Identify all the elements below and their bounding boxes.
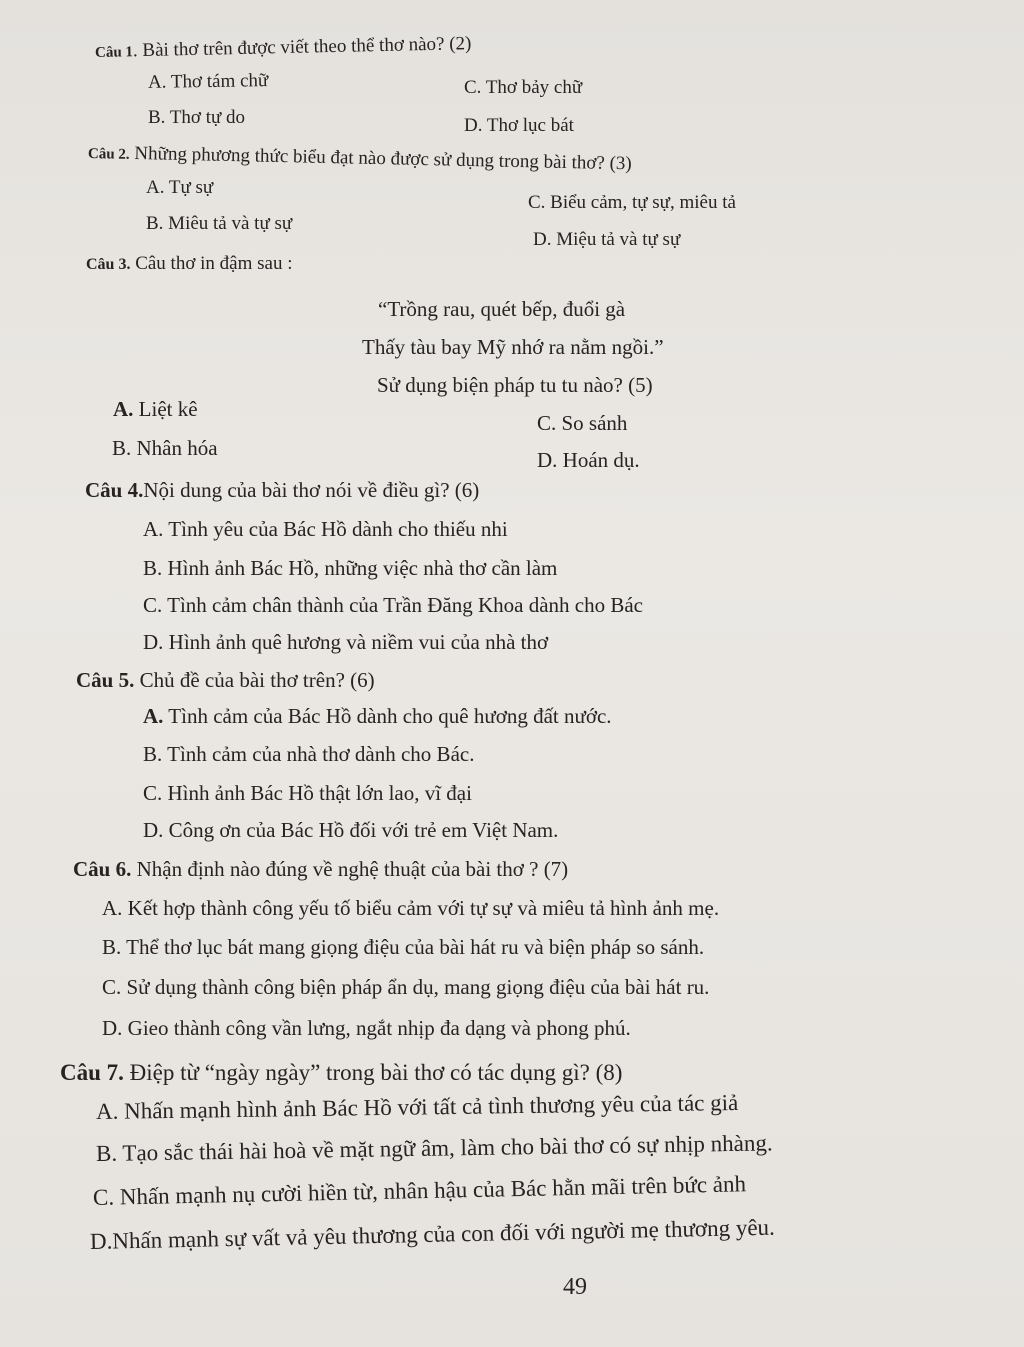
q5-option-b: B. Tình cảm của nhà thơ dành cho Bác. bbox=[143, 742, 475, 766]
q5-option-c: C. Hình ảnh Bác Hồ thật lớn lao, vĩ đại bbox=[143, 781, 472, 805]
question-2-label: Câu 2. bbox=[87, 146, 130, 163]
question-5-label: Câu 5. bbox=[76, 668, 135, 692]
question-2-text: Những phương thức biểu đạt nào được sử dụng trong bài thơ? (3) bbox=[129, 142, 632, 175]
q3-option-d: D. Hoán dụ. bbox=[537, 448, 640, 472]
question-3-text: Câu thơ in đậm sau : bbox=[130, 253, 293, 274]
q6-option-b: B. Thể thơ lục bát mang giọng điệu của bài hát ru và biện pháp so sánh. bbox=[102, 935, 705, 959]
q3-option-a bbox=[113, 399, 198, 420]
q1-option-c: C. Thơ bảy chữ bbox=[464, 77, 583, 98]
q6-option-d: D. Gieo thành công vần lưng, ngắt nhịp đa dạng và phong phú. bbox=[102, 1016, 631, 1040]
q4-option-a: A. Tình yêu của Bác Hồ dành cho thiếu nhi bbox=[143, 517, 508, 541]
question-3-label: Câu 3. bbox=[86, 256, 131, 273]
q3-option-a-letter: A. bbox=[113, 397, 134, 421]
q1-option-a: A. Thơ tám chữ bbox=[147, 70, 269, 93]
q2-option-b: B. Miêu tả và tự sự bbox=[146, 213, 293, 234]
q7-option-c: C. Nhấn mạnh nụ cười hiền từ, nhân hậu của Bác hằn mãi trên bức ảnh bbox=[92, 1171, 747, 1210]
question-6-text: Nhận định nào đúng về nghệ thuật của bài thơ ? (7) bbox=[131, 857, 569, 881]
q6-option-a: A. Kết hợp thành công yếu tố biểu cảm với tự sự và miêu tả hình ảnh mẹ. bbox=[102, 896, 720, 920]
q4-option-c: C. Tình cảm chân thành của Trần Đăng Khoa dành cho Bác bbox=[143, 593, 643, 617]
q5-option-a bbox=[143, 706, 612, 727]
question-5 bbox=[76, 670, 375, 691]
q4-option-b: B. Hình ảnh Bác Hồ, những việc nhà thơ cần làm bbox=[143, 556, 558, 580]
question-5-text: Chủ đề của bài thơ trên? (6) bbox=[134, 668, 375, 692]
question-7 bbox=[60, 1061, 622, 1084]
q3-option-c: C. So sánh bbox=[537, 411, 628, 435]
q3-sub-question: Sử dụng biện pháp tu tu nào? (5) bbox=[377, 373, 653, 397]
q7-option-b: B. Tạo sắc thái hài hoà về mặt ngữ âm, làm cho bài thơ có sự nhịp nhàng. bbox=[95, 1130, 773, 1166]
question-1-text: . Bài thơ trên được viết theo thể thơ nào? (2) bbox=[132, 33, 472, 62]
question-6 bbox=[73, 859, 568, 880]
q7-option-a: A. Nhấn mạnh hình ảnh Bác Hồ với tất cả tình thương yêu của tác giả bbox=[95, 1090, 739, 1124]
q6-option-c: C. Sử dụng thành công biện pháp ẩn dụ, mang giọng điệu của bài hát ru. bbox=[102, 975, 710, 999]
page-number: 49 bbox=[563, 1274, 587, 1300]
q7-option-d: D.Nhấn mạnh sự vất vả yêu thương của con đối với người mẹ thương yêu. bbox=[89, 1214, 776, 1254]
q3-option-b: B. Nhân hóa bbox=[112, 436, 218, 460]
question-3 bbox=[86, 254, 292, 273]
q5-option-d: D. Công ơn của Bác Hồ đối với trẻ em Việt Nam. bbox=[143, 818, 559, 842]
q5-option-a-letter: A. bbox=[143, 704, 164, 728]
question-6-label: Câu 6. bbox=[73, 857, 132, 881]
q1-option-d: D. Thơ lục bát bbox=[464, 115, 574, 136]
q2-option-d: D. Miệu tả và tự sự bbox=[533, 229, 681, 250]
question-4 bbox=[85, 480, 479, 501]
q3-verse-line-1: “Trồng rau, quét bếp, đuổi gà bbox=[378, 297, 626, 321]
question-1-label: Câu 1 bbox=[94, 44, 134, 61]
question-4-label: Câu 4. bbox=[85, 478, 144, 502]
q3-verse-line-2: Thấy tàu bay Mỹ nhớ ra nằm ngồi.” bbox=[362, 335, 664, 359]
question-7-label: Câu 7. bbox=[60, 1060, 124, 1085]
question-4-text: Nội dung của bài thơ nói về điều gì? (6) bbox=[143, 478, 480, 502]
question-1 bbox=[95, 34, 472, 61]
q1-option-b: B. Thơ tự do bbox=[148, 107, 246, 128]
question-7-text: Điệp từ “ngày ngày” trong bài thơ có tác dụng gì? (8) bbox=[123, 1060, 623, 1085]
q4-option-d: D. Hình ảnh quê hương và niềm vui của nhà thơ bbox=[143, 630, 549, 654]
q3-option-a-text: Liệt kê bbox=[133, 397, 198, 421]
q2-option-a: A. Tự sự bbox=[146, 177, 214, 198]
q2-option-c: C. Biểu cảm, tự sự, miêu tả bbox=[528, 192, 736, 213]
q5-option-a-text: Tình cảm của Bác Hồ dành cho quê hương đất nước. bbox=[163, 704, 612, 728]
question-2 bbox=[88, 143, 632, 173]
